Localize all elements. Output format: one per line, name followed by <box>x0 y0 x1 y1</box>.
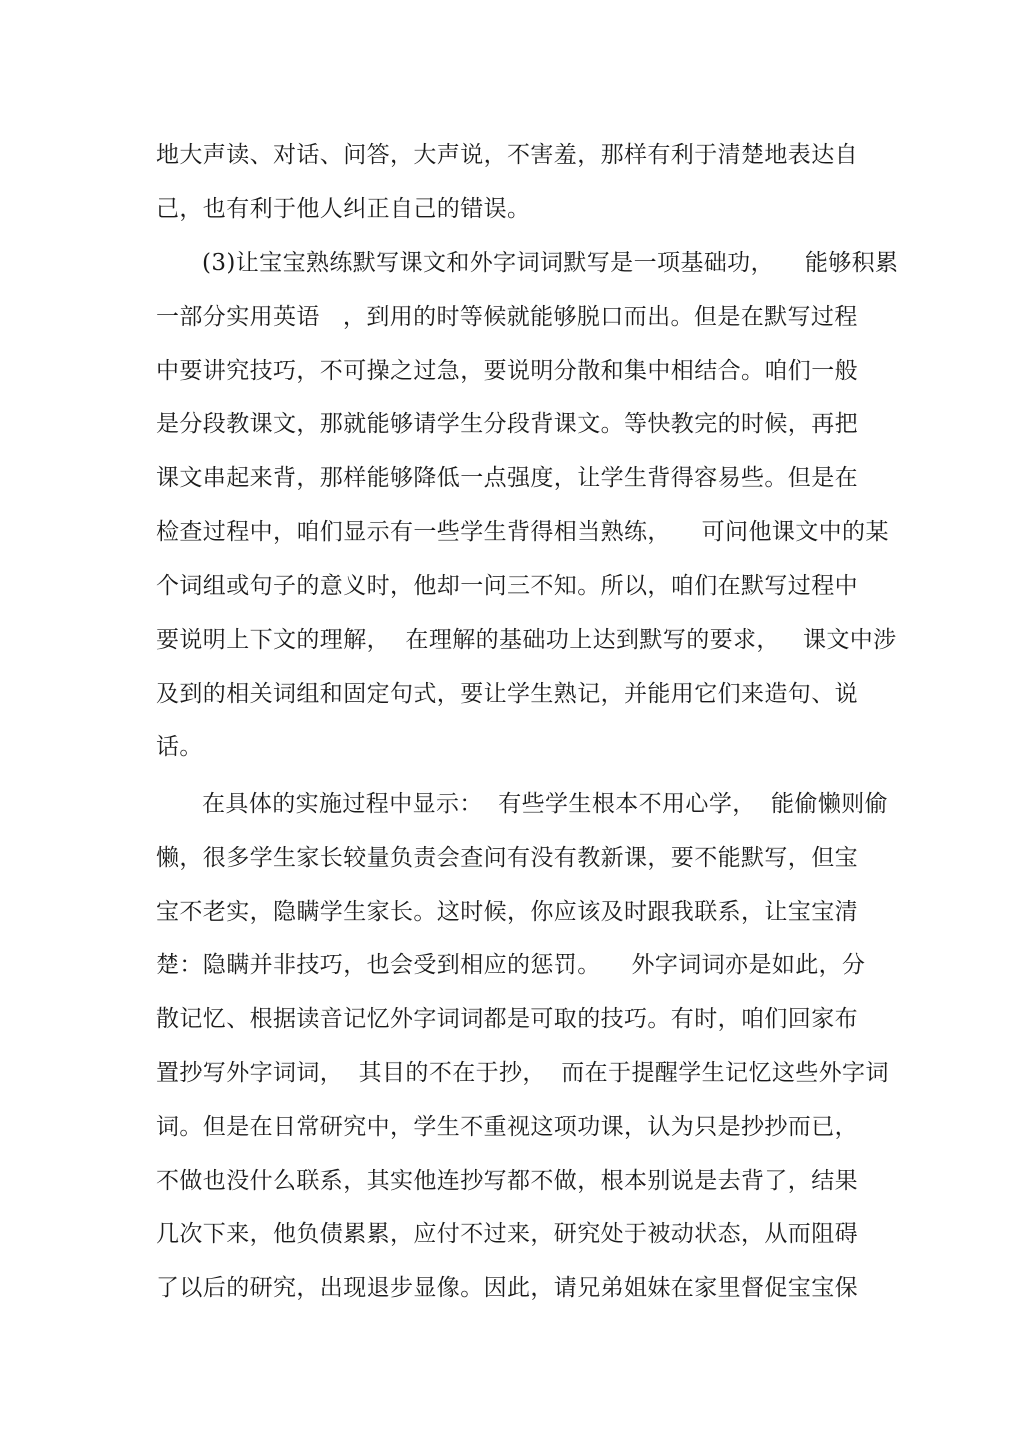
text-line-21: 几次下来，他负债累累，应付不过来，研究处于被动状态，从而阻碍 <box>156 1221 858 1247</box>
text-line-11: 及到的相关词组和固定句式，要让学生熟记，并能用它们来造句、说 <box>156 681 858 707</box>
text-line-5: 中要讲究技巧，不可操之过急，要说明分散和集中相结合。咱们一般 <box>156 358 858 384</box>
text-line-3: (3)让宝宝熟练默写课文和外字词词默写是一项基础功， 能够积累 <box>202 250 899 276</box>
text-line-20: 不做也没什么联系，其实他连抄写都不做，根本别说是去背了，结果 <box>156 1168 858 1194</box>
text-line-9: 个词组或句子的意义时，他却一问三不知。所以，咱们在默写过程中 <box>156 573 858 599</box>
text-line-22: 了以后的研究，出现退步显像。因此，请兄弟姐妹在家里督促宝宝保 <box>156 1275 858 1301</box>
text-line-4: 一部分实用英语 ，到用的时等候就能够脱口而出。但是在默写过程 <box>156 304 858 330</box>
text-line-8: 检查过程中，咱们显示有一些学生背得相当熟练， 可问他课文中的某 <box>156 519 889 545</box>
text-line-13: 在具体的实施过程中显示： 有些学生根本不用心学， 能偷懒则偷 <box>202 791 889 817</box>
text-line-15: 宝不老实，隐瞒学生家长。这时候，你应该及时跟我联系，让宝宝清 <box>156 899 858 925</box>
text-line-10: 要说明上下文的理解， 在理解的基础功上达到默写的要求， 课文中涉 <box>156 627 897 653</box>
text-line-6: 是分段教课文，那就能够请学生分段背课文。等快教完的时候，再把 <box>156 411 858 437</box>
text-line-17: 散记忆、根据读音记忆外字词词都是可取的技巧。有时，咱们回家布 <box>156 1006 858 1032</box>
text-line-12: 话。 <box>156 734 203 760</box>
text-line-1: 地大声读、对话、问答，大声说，不害羞，那样有利于清楚地表达自 <box>156 142 858 168</box>
text-line-16: 楚：隐瞒并非技巧，也会受到相应的惩罚。 外字词词亦是如此，分 <box>156 952 866 978</box>
text-line-19: 词。但是在日常研究中，学生不重视这项功课，认为只是抄抄而已， <box>156 1114 858 1140</box>
text-line-18: 置抄写外字词词， 其目的不在于抄， 而在于提醒学生记忆这些外字词 <box>156 1060 889 1086</box>
text-line-7: 课文串起来背，那样能够降低一点强度，让学生背得容易些。但是在 <box>156 465 858 491</box>
text-line-14: 懒，很多学生家长较量负责会查问有没有教新课，要不能默写，但宝 <box>156 845 858 871</box>
text-line-2: 己，也有利于他人纠正自己的错误。 <box>156 196 531 222</box>
